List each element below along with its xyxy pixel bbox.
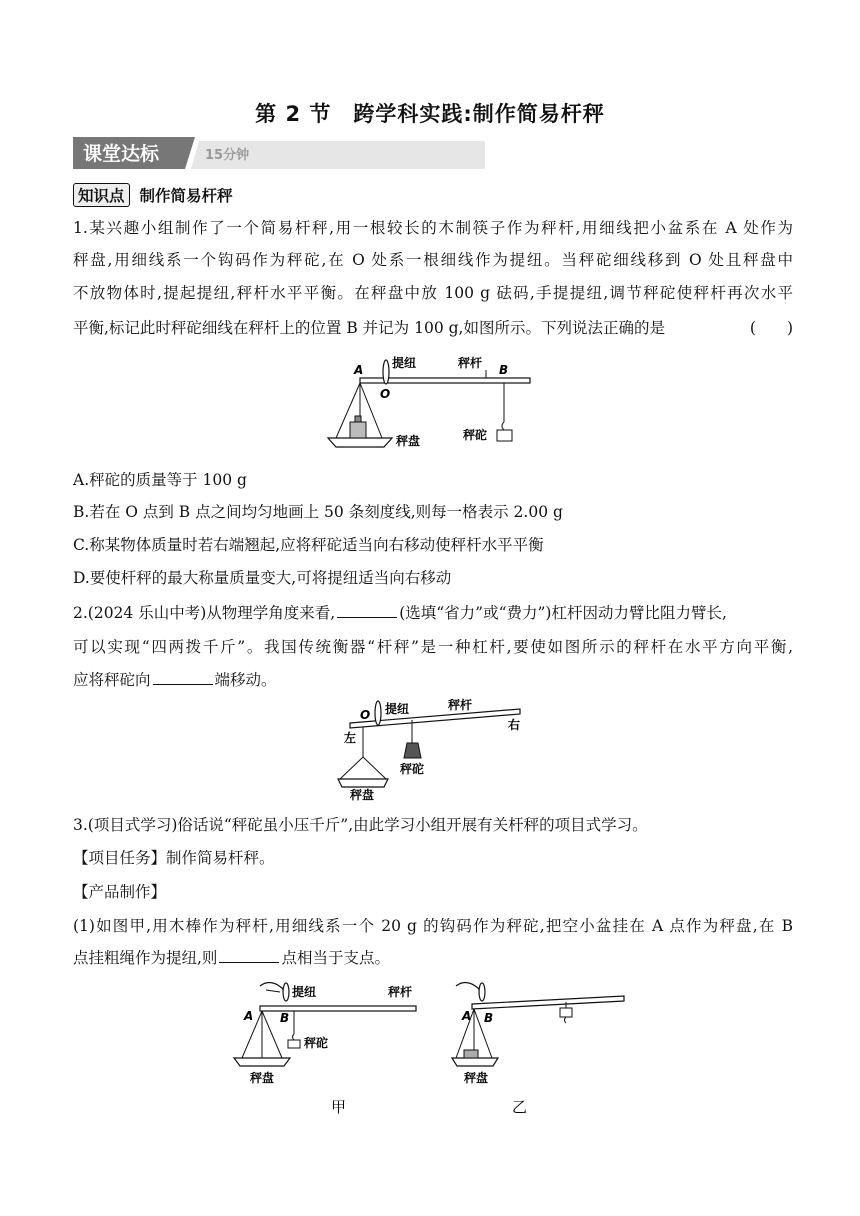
q2-blank-2[interactable] [153, 670, 213, 685]
svg-text:O: O [360, 708, 371, 722]
svg-text:A: A [462, 1009, 472, 1023]
q3-blank-1[interactable] [219, 948, 279, 963]
q3-line-1: 3.(项目式学习)俗话说“秤砣虽小压千斤”,由此学习小组开展有关杆秤的项目式学习。 [73, 816, 648, 834]
svg-text:提纽: 提纽 [385, 702, 410, 716]
svg-text:秤盘: 秤盘 [464, 1071, 489, 1085]
svg-text:乙: 乙 [512, 1098, 528, 1116]
q3-figure-a [228, 978, 423, 1118]
q3-sub1-line-2 [73, 948, 793, 968]
knowledge-point-text: 制作简易杆秤 [139, 187, 233, 205]
q1-line-1: 1.某兴趣小组制作了一个简易杆秤,用一根较长的木制筷子作为秤杆,用细线把小盆系在 A 处作为 [73, 219, 793, 237]
q3-sub1-line-2-a: 点挂粗绳作为提纽,则 [73, 949, 218, 967]
q1-line-2: 秤盘,用细线系一个钩码作为秤砣,在 O 处系一根细线作为提纽。当秤砣细线移到 O 处且秤盘中 [73, 251, 793, 269]
svg-text:B: B [484, 1011, 494, 1025]
svg-text:右: 右 [508, 718, 521, 732]
knowledge-point [73, 183, 233, 207]
page-title: 第 2 节 跨学科实践:制作简易杆秤 [255, 102, 605, 126]
svg-text:提纽: 提纽 [292, 985, 317, 999]
svg-text:甲: 甲 [331, 1098, 347, 1116]
svg-text:秤杆: 秤杆 [458, 356, 483, 370]
q2-blank-1[interactable] [337, 603, 397, 618]
banner-label: 课堂达标 [83, 143, 160, 165]
q3-sub1-line-2-b: 点相当于支点。 [281, 949, 390, 967]
q1-option-d: D.要使杆秤的最大称量质量变大,可将提纽适当向右移动 [73, 569, 452, 587]
q2-figure-steelyard [330, 695, 530, 803]
q3-task: 【项目任务】制作简易杆秤。 [73, 849, 275, 867]
q1-figure-steelyard [320, 350, 540, 455]
svg-text:秤杆: 秤杆 [388, 985, 413, 999]
svg-text:秤砣: 秤砣 [463, 428, 488, 442]
svg-text:O: O [380, 387, 391, 401]
svg-text:秤盘: 秤盘 [250, 1071, 275, 1085]
q1-answer-paren: ( ) [749, 319, 793, 337]
svg-text:A: A [244, 1009, 254, 1023]
q2-line-3 [73, 670, 793, 690]
q2-line-1-a: 2.(2024 乐山中考)从物理学角度来看, [73, 604, 336, 622]
q1-option-a: A.秤砣的质量等于 100 g [73, 471, 247, 489]
svg-text:左: 左 [344, 731, 357, 745]
banner-time: 15分钟 [205, 148, 250, 163]
q1-line-4 [73, 318, 793, 338]
svg-text:B: B [280, 1011, 290, 1025]
q1-line-3: 不放物体时,提起提纽,秤杆水平平衡。在秤盘中放 100 g 砝码,手提提纽,调节秤砣使秤杆再次水平 [73, 284, 793, 302]
q3-sub1-line-1: (1)如图甲,用木棒作为秤杆,用细线系一个 20 g 的钩码作为秤砣,把空小盆挂在 A 点作为秤盘,在 B [73, 917, 793, 935]
q2-line-3-b: 端移动。 [214, 671, 277, 689]
q1-option-b: B.若在 O 点到 B 点之间均匀地画上 50 条刻度线,则每一格表示 2.00 g [73, 503, 563, 521]
q2-line-1 [73, 603, 793, 623]
q3-figure-b [448, 978, 633, 1118]
q1-option-c: C.称某物体质量时若右端翘起,应将秤砣适当向右移动使秤杆水平平衡 [73, 536, 544, 554]
svg-text:A: A [354, 363, 364, 377]
svg-text:秤盘: 秤盘 [350, 788, 375, 802]
q2-line-2: 可以实现“四两拨千斤”。我国传统衡器“杆秤”是一种杠杆,要使如图所示的秤杆在水平方向平衡, [73, 638, 793, 656]
svg-text:秤砣: 秤砣 [400, 762, 425, 776]
q3-product: 【产品制作】 [73, 883, 167, 901]
svg-text:秤杆: 秤杆 [448, 698, 473, 712]
svg-text:秤盘: 秤盘 [396, 434, 421, 448]
section-banner [73, 137, 485, 169]
svg-text:秤砣: 秤砣 [304, 1036, 329, 1050]
q2-line-1-b: (选填“省力”或“费力”)杠杆因动力臂比阻力臂长, [399, 604, 727, 622]
q1-line-4-text: 平衡,标记此时秤砣细线在秤杆上的位置 B 并记为 100 g,如图所示。下列说法正确的是 [73, 319, 665, 337]
q2-line-3-a: 应将秤砣向 [73, 671, 151, 689]
svg-text:提纽: 提纽 [392, 356, 417, 370]
knowledge-point-tag: 知识点 [73, 183, 130, 207]
svg-text:B: B [499, 363, 509, 377]
